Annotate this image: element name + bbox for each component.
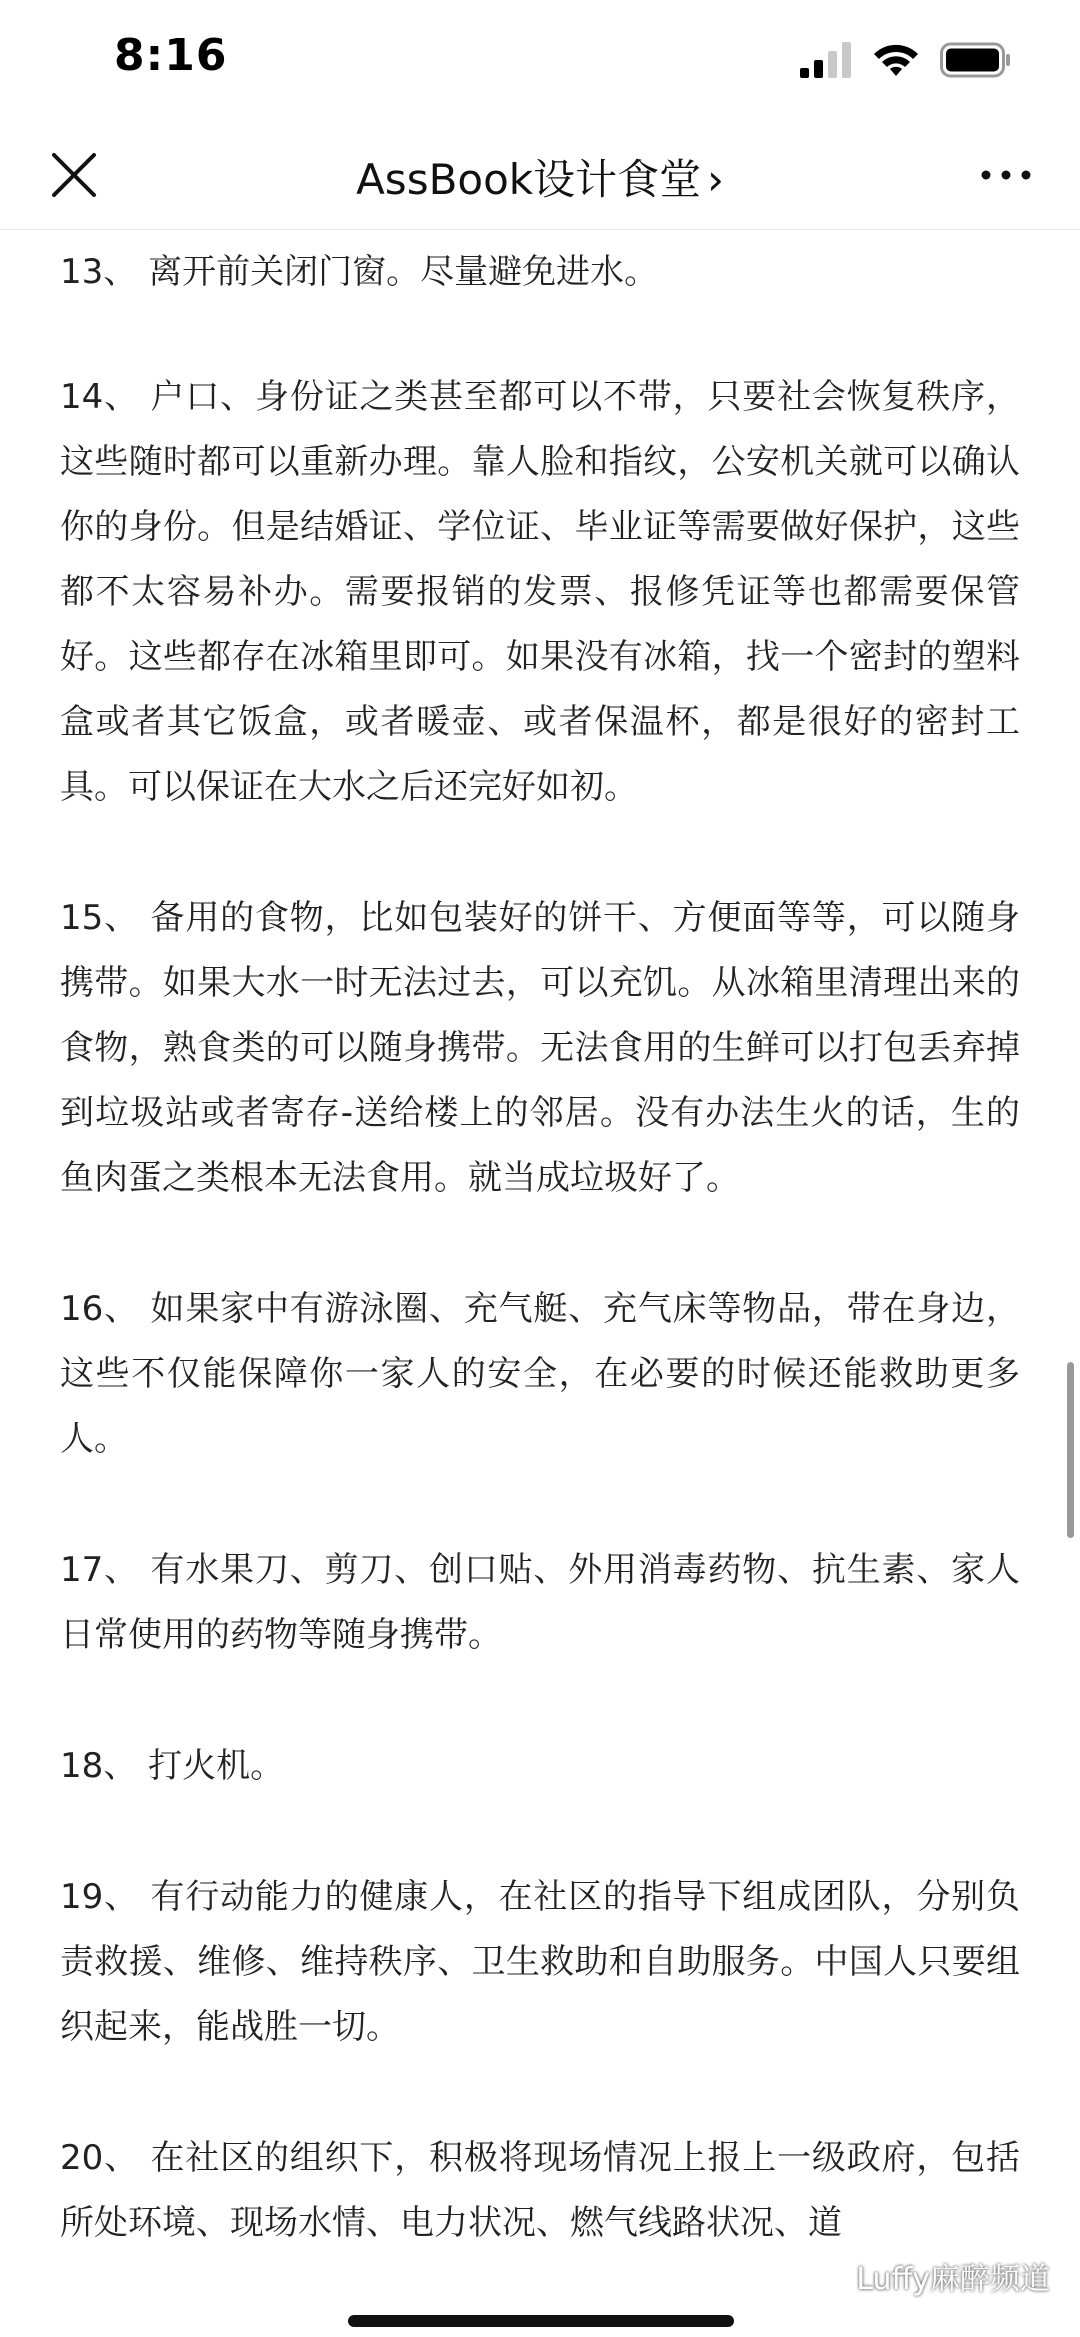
account-title: AssBook设计食堂: [356, 155, 702, 204]
paragraph-19: 19、 有行动能力的健康人，在社区的指导下组成团队，分别负责救援、维修、维持秩序、卫生救助和自助服务。中国人只要组织起来，能战胜一切。: [60, 1877, 1020, 2047]
article-body: [60, 240, 1020, 2256]
battery-icon: [940, 42, 1012, 78]
status-icons: [798, 42, 1012, 82]
signal-icon: [798, 42, 854, 78]
nav-bar: [0, 125, 1080, 230]
account-title-button[interactable]: [0, 147, 1080, 207]
paragraph-20: 20、 在社区的组织下，积极将现场情况上报上一级政府，包括所处环境、现场水情、电力状况、燃气线路状况、道: [60, 2138, 1020, 2243]
chevron-right-icon: ›: [707, 155, 724, 204]
paragraph-15: 15、 备用的食物，比如包装好的饼干、方便面等等，可以随身携带。如果大水一时无法过去，可以充饥。从冰箱里清理出来的食物，熟食类的可以随身携带。无法食用的生鲜可以打包丢弃掉到垃圾站或者寄存-送给楼上的邻居。没有办法生火的话，生的鱼肉蛋之类根本无法食用。就当成垃圾好了。: [60, 898, 1020, 1198]
watermark: [814, 2254, 1050, 2314]
watermark-text: Luffy麻醉频道: [856, 2262, 1050, 2297]
scrollbar[interactable]: [1067, 1362, 1074, 1538]
status-bar: [0, 0, 1080, 125]
status-time: 8:16: [114, 30, 228, 81]
wifi-icon: [872, 42, 920, 78]
paragraph-13: 13、 离开前关闭门窗。尽量避免进水。: [60, 252, 659, 292]
home-indicator[interactable]: [348, 2315, 734, 2327]
wechat-icon: [814, 2266, 852, 2296]
paragraph-17: 17、 有水果刀、剪刀、创口贴、外用消毒药物、抗生素、家人日常使用的药物等随身携带。: [60, 1550, 1020, 1655]
paragraph-18: 18、 打火机。: [60, 1746, 285, 1786]
more-icon[interactable]: [976, 145, 1036, 205]
paragraph-16: 16、 如果家中有游泳圈、充气艇、充气床等物品，带在身边，这些不仅能保障你一家人的安全，在必要的时候还能救助更多人。: [60, 1289, 1020, 1459]
paragraph-14: 14、 户口、身份证之类甚至都可以不带，只要社会恢复秩序，这些随时都可以重新办理。靠人脸和指纹，公安机关就可以确认你的身份。但是结婚证、学位证、毕业证等需要做好保护，这些都不太容易补办。需要报销的发票、报修凭证等也都需要保管好。这些都存在冰箱里即可。如果没有冰箱，找一个密封的塑料盒或者其它饭盒，或者暖壶、或者保温杯，都是很好的密封工具。可以保证在大水之后还完好如初。: [60, 377, 1020, 807]
